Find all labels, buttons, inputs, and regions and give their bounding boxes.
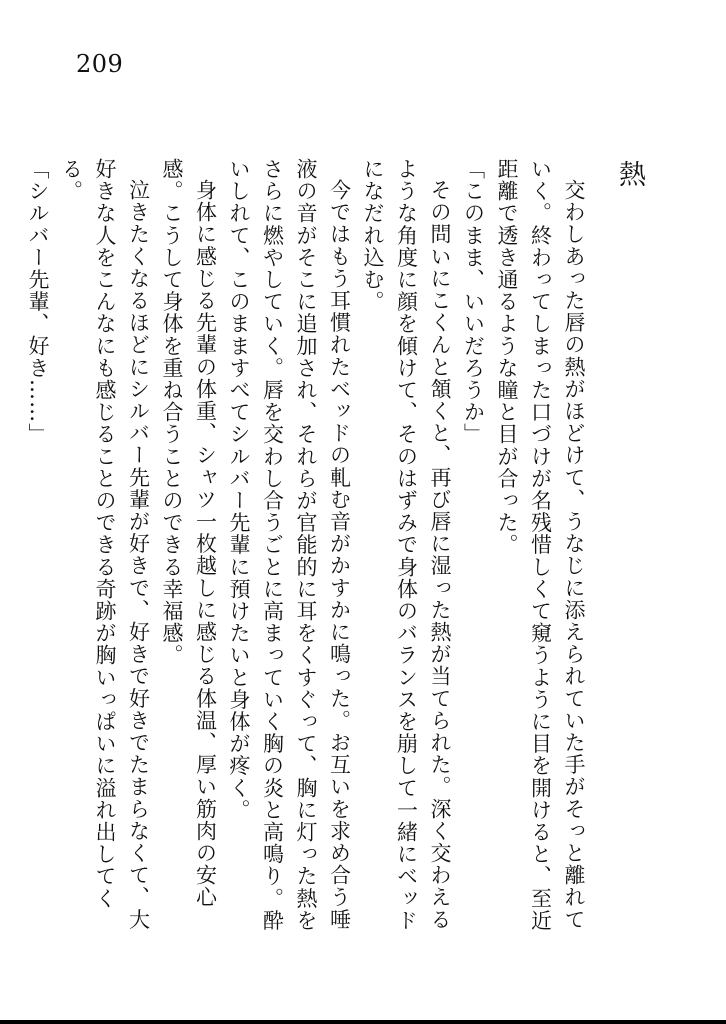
paragraph-2-dialogue: 「このまま、いいだろうか」 [461,158,486,446]
paragraph-5: 身体に感じる先輩の体重、シャツ一枚越しに感じる体温、厚い筋肉の安心感。こうして身体を重ね合うことのできる幸福感。 [160,158,218,909]
paragraph-3: その問いにこくんと頷くと、再び唇に湿った熱が当てられた。深く交わえるような角度に顔を傾けて、そのはずみで身体のバランスを崩して一緒にベッドになだれ込む。 [361,158,452,932]
paragraph-7-dialogue: 「シルバー先輩、好き……」 [26,158,50,446]
paragraph-4: 今ではもう耳慣れたベッドの軋む音がかすかに鳴った。お互いを求め合う唾液の音がそこに追加され、それらが官能的に耳をくすぐって、胸に灯った熱をさらに燃やしていく。唇を交わし合うごとに高まっていく胸の炎と高鳴り。酔いしれて、このまますべてシルバー先輩に預けたいと身体が疼く。 [227,158,352,932]
paragraph-1: 交わしあった唇の熱がほどけて、うなじに添えられていた手がそっと離れていく。終わってしまった口づけが名残惜しくて窺うように目を開けると、至近距離で透き通るような瞳と目が合った。 [495,158,586,932]
paragraph-6: 泣きたくなるほどにシルバー先輩が好きで、好きで好きでたまらなくて、大好きな人をこんなにも感じることのできる奇跡が胸いっぱいに溢れ出してくる。 [59,158,151,931]
page-number: 209 [76,50,124,78]
body-text [21,158,591,952]
bottom-border [0,1020,726,1024]
chapter-title: 熱 [614,160,645,187]
